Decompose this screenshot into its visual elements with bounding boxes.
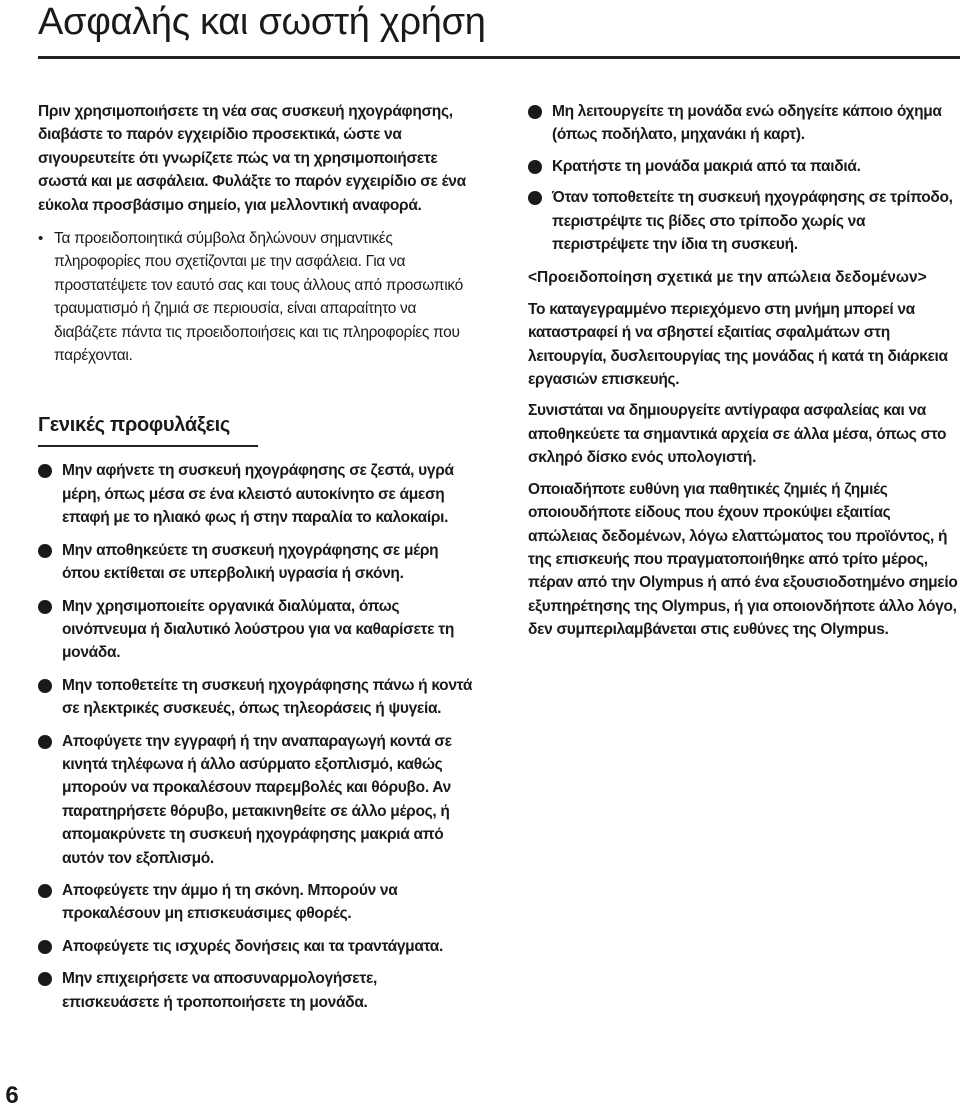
- list-item-text: Αποφεύγετε τις ισχυρές δονήσεις και τα τραντάγματα.: [62, 937, 444, 955]
- general-precautions-list: [38, 459, 478, 1014]
- safety-symbols-note: [38, 227, 478, 367]
- bullet-icon: [38, 544, 52, 558]
- intro-paragraph: Πριν χρησιμοποιήσετε τη νέα σας συσκευή ηχογράφησης, διαβάστε το παρόν εγχειρίδιο προσεκτικά, ώστε να σιγουρευτείτε ότι γνωρίζετε πώς να τη χρησιμοποιήσετε σωστά και με ασφάλεια. Φυλάξτε το παρόν εγχειρίδιο σε ένα εύκολα προσβάσιμο σημείο, για μελλοντική αναφορά.: [38, 103, 466, 214]
- general-precautions-heading: Γενικές προφυλάξεις: [38, 414, 231, 437]
- data-loss-heading: <Προειδοποίηση σχετικά με την απώλεια δεδομένων>: [528, 269, 927, 287]
- right-column: [528, 100, 960, 642]
- list-item: [38, 967, 478, 1014]
- safety-symbols-text: Τα προειδοποιητικά σύμβολα δηλώνουν σημαντικές πληροφορίες που σχετίζονται με την ασφάλεια. Για να προστατέψετε τον εαυτό σας και τους άλλους από προσωπικό τραυματισμό ή ζημιά σε περιουσία, είναι απαραίτητο να διαβάζετε πάντα τις προειδοποιήσεις και τις πληροφορίες που παρέχονται.: [54, 230, 464, 365]
- list-item-text: Αποφεύγετε την άμμο ή τη σκόνη. Μπορούν να προκαλέσουν μη επισκευάσιμες φθορές.: [62, 881, 398, 923]
- left-column: [38, 100, 478, 1023]
- list-item: [38, 595, 478, 665]
- list-item: [528, 155, 960, 178]
- bullet-icon: [528, 160, 542, 174]
- page-number: 6: [5, 1082, 19, 1109]
- data-loss-paragraph: Συνιστάται να δημιουργείτε αντίγραφα ασφαλείας και να αποθηκεύετε τα σημαντικά αρχεία σε άλλα μέσα, όπως στο σκληρό δίσκο ενός υπολογιστή.: [528, 402, 947, 467]
- list-item-text: Κρατήστε τη μονάδα μακριά από τα παιδιά.: [552, 157, 861, 175]
- list-item-text: Μην τοποθετείτε τη συσκευή ηχογράφησης πάνω ή κοντά σε ηλεκτρικές συσκευές, όπως τηλεοράσεις ή ψυγεία.: [62, 676, 473, 718]
- list-item-text: Όταν τοποθετείτε τη συσκευή ηχογράφησης σε τρίποδο, περιστρέψτε τις βίδες στο τρίποδο χωρίς να περιστρέψετε την ίδια τη συσκευή.: [552, 189, 953, 254]
- bullet-icon: [38, 884, 52, 898]
- page-title: Ασφαλής και σωστή χρήση: [38, 1, 486, 43]
- list-item: [38, 730, 478, 870]
- title-rule: [38, 56, 960, 59]
- bullet-icon: [38, 600, 52, 614]
- list-item-text: Μη λειτουργείτε τη μονάδα ενώ οδηγείτε κάποιο όχημα (όπως ποδήλατο, μηχανάκι ή καρτ).: [552, 103, 942, 144]
- additional-precautions-list: [528, 100, 960, 256]
- bullet-icon: [38, 464, 52, 478]
- list-item-text: Μην χρησιμοποιείτε οργανικά διαλύματα, όπως οινόπνευμα ή διαλυτικό λούστρου για να καθαρίσετε τη μονάδα.: [62, 597, 454, 662]
- data-loss-paragraph: Οποιαδήποτε ευθύνη για παθητικές ζημιές ή ζημιές οποιουδήποτε είδους που έχουν προκύψει εξαιτίας απώλειας δεδομένων, λόγω ελαττώματος του προϊόντος, ή της επισκευής που πραγματοποιήθηκε από τρίτο μέρος, πέραν από την Olympus ή από ένα εξουσιοδοτημένο σημείο εξυπηρέτησης της Olympus, ή για οποιονδήποτε άλλο λόγο, δεν συμπεριλαμβάνεται στις ευθύνες της Olympus.: [528, 480, 958, 639]
- bullet-icon: [528, 105, 542, 119]
- list-item: [38, 674, 478, 721]
- bullet-icon: [38, 735, 52, 749]
- list-item: [38, 539, 478, 586]
- list-item: [528, 100, 960, 147]
- bullet-icon: [528, 191, 542, 205]
- list-item: [38, 879, 478, 926]
- list-item: [38, 935, 478, 958]
- list-item-text: Μην αποθηκεύετε τη συσκευή ηχογράφησης σε μέρη όπου εκτίθεται σε υπερβολική υγρασία ή σκόνη.: [62, 541, 439, 583]
- list-item-text: Μην επιχειρήσετε να αποσυναρμολογήσετε, επισκευάσετε ή τροποποιήσετε τη μονάδα.: [62, 970, 378, 1011]
- list-item-text: Αποφύγετε την εγγραφή ή την αναπαραγωγή κοντά σε κινητά τηλέφωνα ή άλλο ασύρματο εξοπλισμό, καθώς μπορούν να προκαλέσουν παρεμβολές και θόρυβο. Αν παρατηρήσετε θόρυβο, μετακινηθείτε σε άλλο μέρος, ή απομακρύνετε τη συσκευή ηχογράφησης μακριά από αυτόν τον εξοπλισμό.: [62, 732, 452, 867]
- list-item: [38, 459, 478, 529]
- bullet-icon: •: [38, 230, 44, 248]
- bullet-icon: [38, 972, 52, 986]
- list-item-text: Μην αφήνετε τη συσκευή ηχογράφησης σε ζεστά, υγρά μέρη, όπως μέσα σε ένα κλειστό αυτοκίνητο σε άμεση επαφή με το ηλιακό φως ή στην παραλία το καλοκαίρι.: [62, 462, 454, 527]
- list-item: [528, 186, 960, 256]
- bullet-icon: [38, 940, 52, 954]
- bullet-icon: [38, 679, 52, 693]
- data-loss-paragraph: Το καταγεγραμμένο περιεχόμενο στη μνήμη μπορεί να καταστραφεί ή να σβηστεί εξαιτίας σφαλμάτων στη λειτουργία, δυσλειτουργίας της μονάδας ή κατά τη διάρκεια εργασιών επισκευής.: [528, 300, 948, 389]
- section-rule: [38, 445, 258, 447]
